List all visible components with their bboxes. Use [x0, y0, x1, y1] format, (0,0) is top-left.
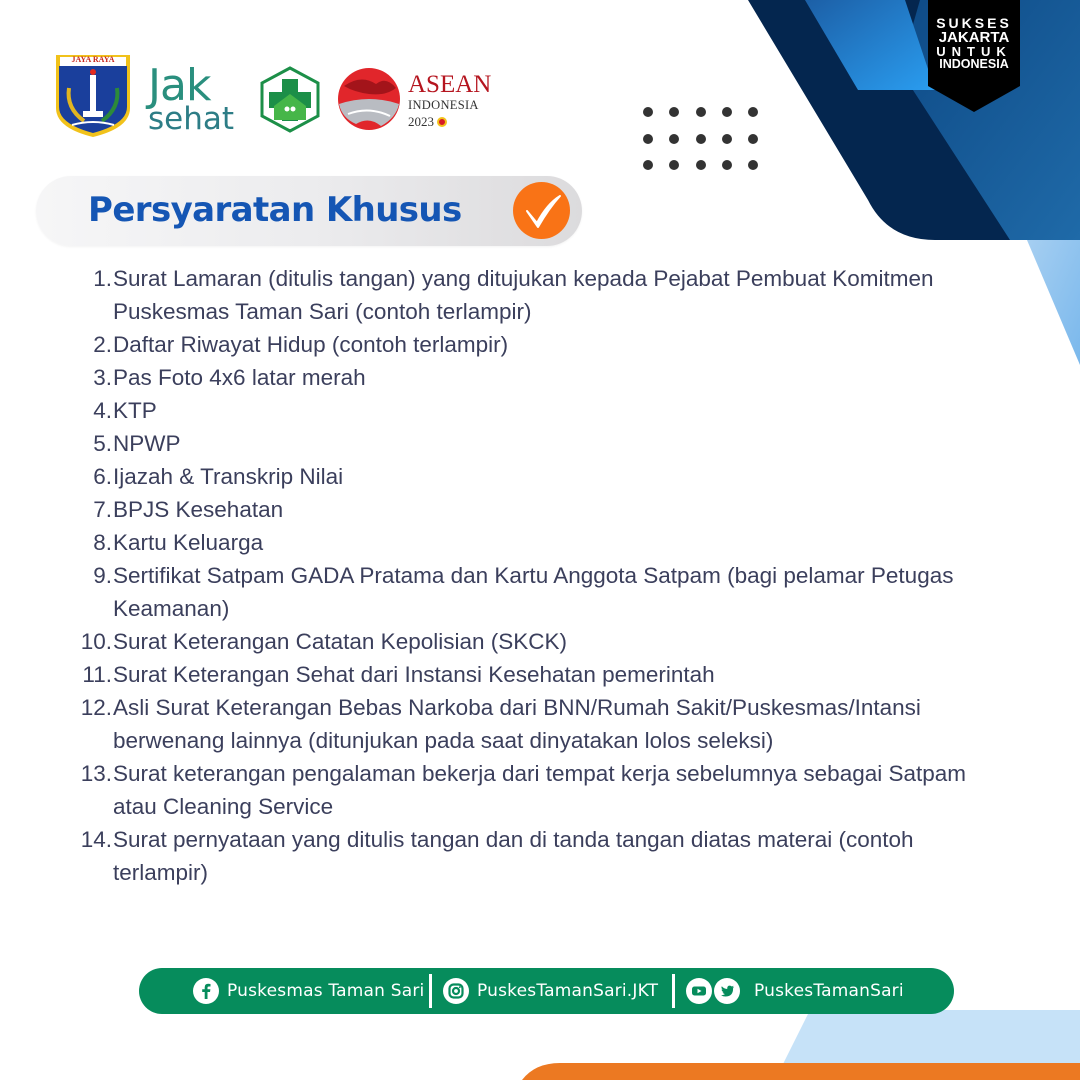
requirement-item	[74, 427, 1014, 460]
requirement-number: 3.	[93, 365, 112, 390]
decorative-dot-grid	[643, 107, 763, 171]
requirement-text: Surat Keterangan Sehat dari Instansi Kesehatan pemerintah	[113, 662, 715, 687]
requirement-number: 7.	[93, 497, 112, 522]
requirement-text: Sertifikat Satpam GADA Pratama dan Kartu Anggota Satpam (bagi pelamar Petugas Keamanan)	[113, 563, 954, 621]
page-title: Persyaratan Khusus	[88, 190, 462, 230]
requirement-number: 6.	[93, 464, 112, 489]
requirement-item	[74, 526, 1014, 559]
requirement-item	[74, 328, 1014, 361]
requirement-item	[74, 361, 1014, 394]
badge-line-3: UNTUK	[936, 44, 1012, 59]
requirement-number: 5.	[93, 431, 112, 456]
requirement-number: 9.	[93, 563, 112, 588]
dki-jakarta-crest-logo	[54, 53, 132, 138]
requirement-number: 2.	[93, 332, 112, 357]
jaksehat-line-1: Jak	[148, 60, 211, 111]
requirement-item	[74, 559, 1014, 625]
puskesmas-cross-icon	[260, 66, 320, 133]
requirement-text: Surat keterangan pengalaman bekerja dari tempat kerja sebelumnya sebagai Satpam atau Cleaning Service	[113, 761, 967, 819]
social-divider	[672, 974, 675, 1008]
requirement-item	[74, 658, 1014, 691]
instagram-link[interactable]	[443, 968, 658, 1014]
facebook-label: Puskesmas Taman Sari	[227, 981, 425, 1001]
requirement-item	[74, 493, 1014, 526]
asean-indonesia-emblem	[336, 66, 402, 132]
facebook-link[interactable]	[193, 968, 424, 1014]
requirement-text: Daftar Riwayat Hidup (contoh terlampir)	[113, 332, 509, 357]
requirement-text: NPWP	[113, 431, 181, 456]
requirement-item	[74, 625, 1014, 658]
badge-line-2: JAKARTA	[938, 29, 1010, 46]
requirement-text: Ijazah & Transkrip Nilai	[113, 464, 344, 489]
asean-indonesia-logo	[408, 72, 491, 128]
requirement-item	[74, 460, 1014, 493]
requirement-number: 14.	[80, 827, 112, 852]
asean-line-3	[408, 115, 491, 128]
requirement-text: Kartu Keluarga	[113, 530, 264, 555]
requirement-number: 13.	[80, 761, 112, 786]
instagram-label: PuskesTamanSari.JKT	[477, 981, 659, 1001]
requirement-number: 11.	[82, 662, 112, 687]
twitter-icon	[714, 978, 740, 1004]
requirement-number: 10.	[80, 629, 112, 654]
youtube-icon	[686, 978, 712, 1004]
bottom-orange	[522, 1063, 1080, 1080]
asean-emblem-icon	[437, 117, 447, 127]
requirement-text: Pas Foto 4x6 latar merah	[113, 365, 366, 390]
requirement-item	[74, 757, 1014, 823]
checkmark-icon	[513, 182, 570, 239]
requirement-item	[74, 823, 1014, 889]
asean-line-1: ASEAN	[408, 71, 492, 98]
requirements-list	[74, 262, 1014, 889]
requirement-number: 4.	[93, 398, 112, 423]
asean-line-2: INDONESIA	[408, 98, 479, 112]
requirement-item	[74, 394, 1014, 427]
requirement-text: BPJS Kesehatan	[113, 497, 284, 522]
instagram-icon	[443, 978, 469, 1004]
requirement-number: 1.	[93, 266, 112, 291]
requirement-item	[74, 262, 1014, 328]
dki-crest-banner: JAYA RAYA	[71, 55, 115, 64]
requirement-text: KTP	[113, 398, 157, 423]
requirement-text: Surat Lamaran (ditulis tangan) yang ditujukan kepada Pejabat Pembuat Komitmen Puskesmas Taman Sari (contoh terlampir)	[113, 266, 934, 324]
facebook-icon	[193, 978, 219, 1004]
requirement-text: Surat pernyataan yang ditulis tangan dan di tanda tangan diatas materai (contoh terlampir)	[113, 827, 914, 885]
badge-line-1: SUKSES	[936, 15, 1012, 31]
youtube-twitter-link[interactable]	[686, 968, 904, 1014]
jaksehat-line-2: sehat	[148, 101, 235, 137]
requirement-item	[74, 691, 1014, 757]
requirement-number: 8.	[93, 530, 112, 555]
requirement-text: Asli Surat Keterangan Bebas Narkoba dari BNN/Rumah Sakit/Puskesmas/Intansi berwenang lainnya (ditunjukan pada saat dinyatakan lolos seleksi)	[113, 695, 921, 753]
asean-year: 2023	[408, 113, 434, 129]
requirement-number: 12.	[80, 695, 112, 720]
requirement-text: Surat Keterangan Catatan Kepolisian (SKCK)	[113, 629, 568, 654]
jaksehat-logo	[148, 60, 248, 137]
social-divider	[429, 974, 432, 1008]
youtube-twitter-label: PuskesTamanSari	[754, 981, 904, 1001]
sukses-jakarta-text	[928, 16, 1020, 71]
badge-line-4: INDONESIA	[939, 57, 1009, 71]
